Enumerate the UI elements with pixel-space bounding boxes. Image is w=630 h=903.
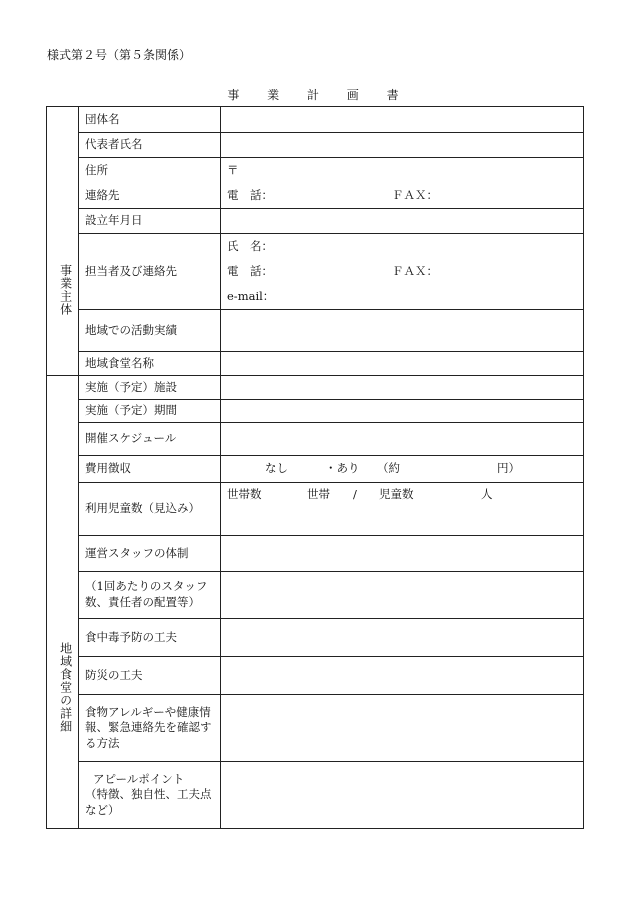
table-row bbox=[47, 158, 584, 209]
name-label: 氏 名： bbox=[227, 238, 273, 253]
households-unit: 世帯 bbox=[307, 487, 330, 501]
period-label: 実施（予定）期間 bbox=[79, 400, 221, 423]
table-row bbox=[47, 107, 584, 133]
document-title: 事 業 計 画 書 bbox=[227, 88, 411, 102]
schedule-field[interactable] bbox=[221, 423, 584, 456]
contact-fax-label: ＦＡＸ： bbox=[392, 263, 438, 278]
fee-label: 費用徴収 bbox=[79, 456, 221, 483]
form-number: 様式第２号（第５条関係） bbox=[47, 48, 192, 62]
staff-detail-field[interactable] bbox=[221, 572, 584, 619]
table-row bbox=[47, 456, 584, 483]
allergy-label: 食物アレルギーや健康情報、緊急連絡先を確認する方法 bbox=[79, 695, 221, 762]
address-contact-field[interactable] bbox=[221, 158, 584, 209]
table-row bbox=[47, 352, 584, 376]
local-activities-label: 地域での活動実績 bbox=[79, 310, 221, 352]
venue-field[interactable] bbox=[221, 376, 584, 400]
contact-label: 連絡先 bbox=[85, 187, 120, 202]
address-label: 住所 bbox=[85, 162, 108, 177]
table-row bbox=[47, 762, 584, 829]
children-label: 児童数 bbox=[379, 487, 414, 501]
fee-yen-label: 円） bbox=[497, 461, 520, 476]
address-contact-label-cell bbox=[79, 158, 221, 209]
table-row bbox=[47, 536, 584, 572]
allergy-field[interactable] bbox=[221, 695, 584, 762]
local-activities-field[interactable] bbox=[221, 310, 584, 352]
fee-approx-label: （約 bbox=[377, 461, 400, 476]
section-details-label: 地域食堂の詳細 bbox=[58, 641, 73, 733]
children-count-label: 利用児童数（見込み） bbox=[79, 483, 221, 536]
contact-phone-label: 電 話： bbox=[227, 263, 273, 278]
representative-label: 代表者氏名 bbox=[79, 133, 221, 158]
venue-label: 実施（予定）施設 bbox=[79, 376, 221, 400]
table-row bbox=[47, 657, 584, 695]
children-count-field[interactable] bbox=[221, 483, 584, 536]
fee-none-option[interactable]: なし bbox=[265, 461, 288, 476]
person-in-charge-field[interactable] bbox=[221, 234, 584, 310]
table-row bbox=[47, 234, 584, 310]
fee-field[interactable] bbox=[221, 456, 584, 483]
cafeteria-name-field[interactable] bbox=[221, 352, 584, 376]
food-poisoning-label: 食中毒予防の工夫 bbox=[79, 619, 221, 657]
appeal-title: アピールポイント bbox=[93, 771, 185, 786]
group-name-field[interactable] bbox=[221, 107, 584, 133]
table-row bbox=[47, 310, 584, 352]
food-poisoning-field[interactable] bbox=[221, 619, 584, 657]
table-row bbox=[47, 133, 584, 158]
table-row bbox=[47, 483, 584, 536]
disaster-label: 防災の工夫 bbox=[79, 657, 221, 695]
representative-field[interactable] bbox=[221, 133, 584, 158]
period-field[interactable] bbox=[221, 400, 584, 423]
schedule-label: 開催スケジュール bbox=[79, 423, 221, 456]
section-entity bbox=[47, 107, 79, 376]
table-row bbox=[47, 209, 584, 234]
households-label: 世帯数 bbox=[227, 487, 262, 501]
email-label: e-mail： bbox=[227, 288, 275, 303]
children-unit: 人 bbox=[481, 487, 493, 501]
appeal-detail: （特徴、独自性、工夫点など） bbox=[85, 787, 212, 817]
appeal-label-cell bbox=[79, 762, 221, 829]
founded-label: 設立年月日 bbox=[79, 209, 221, 234]
person-in-charge-label: 担当者及び連絡先 bbox=[79, 234, 221, 310]
staff-system-field[interactable] bbox=[221, 536, 584, 572]
disaster-field[interactable] bbox=[221, 657, 584, 695]
staff-system-label: 運営スタッフの体制 bbox=[79, 536, 221, 572]
appeal-field[interactable] bbox=[221, 762, 584, 829]
table-row bbox=[47, 695, 584, 762]
founded-field[interactable] bbox=[221, 209, 584, 234]
table-row bbox=[47, 376, 584, 400]
phone-label: 電 話： bbox=[227, 187, 273, 202]
staff-detail-label: （1回あたりのスタッフ数、責任者の配置等） bbox=[79, 572, 221, 619]
cafeteria-name-label: 地域食堂名称 bbox=[79, 352, 221, 376]
fax-label: ＦＡＸ： bbox=[392, 187, 438, 202]
section-entity-label: 事業主体 bbox=[58, 263, 73, 316]
table-row bbox=[47, 423, 584, 456]
postal-mark: 〒 bbox=[227, 162, 239, 177]
table-row bbox=[47, 619, 584, 657]
group-name-label: 団体名 bbox=[79, 107, 221, 133]
separator: / bbox=[353, 487, 357, 501]
business-plan-table bbox=[46, 106, 584, 829]
fee-yes-option[interactable]: ・あり bbox=[325, 461, 360, 476]
table-row bbox=[47, 400, 584, 423]
section-details bbox=[47, 376, 79, 829]
table-row bbox=[47, 572, 584, 619]
